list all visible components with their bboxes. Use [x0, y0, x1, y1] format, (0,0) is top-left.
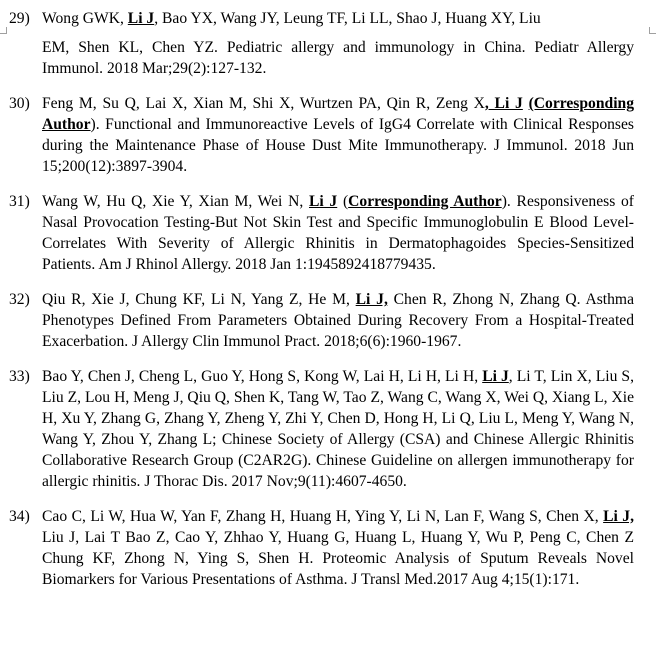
- reference-30: [9, 93, 634, 177]
- reference-number: 31): [9, 193, 30, 210]
- corresponding-author-label: Corresponding Author: [348, 193, 502, 210]
- reference-32: [9, 289, 634, 352]
- highlighted-author: Li J: [308, 193, 338, 210]
- reference-authors-start: Feng M, Su Q, Lai X, Xian M, Shi X, Wurtzen PA, Qin R, Zeng X: [42, 95, 485, 112]
- reference-authors-start: Wang W, Hu Q, Xie Y, Xian M, Wei N,: [42, 193, 309, 210]
- highlighted-author: , Li J: [484, 95, 523, 112]
- reference-authors-rest: , Bao YX, Wang JY, Leung TF, Li LL, Shao J, Huang XY, Liu: [154, 10, 541, 27]
- reference-text: EM, Shen KL, Chen YZ. Pediatric allergy and immunology in China. Pediatr Allergy Immunol. 2018 Mar;29(2):127-132.: [42, 39, 634, 77]
- reference-number: 29): [9, 10, 30, 27]
- highlighted-author: Li J,: [603, 508, 635, 525]
- reference-29: [9, 8, 634, 79]
- reference-authors-start: Bao Y, Chen J, Cheng L, Guo Y, Hong S, Kong W, Lai H, Li H, Li H,: [42, 368, 483, 385]
- reference-31: [9, 191, 634, 275]
- reference-34: [9, 506, 634, 590]
- reference-text: , Li T, Lin X, Liu S, Liu Z, Lou H, Meng J, Qiu Q, Shen K, Tang W, Tao Z, Wang C, Wang X, Wei Q, Xiang L, Xie H, Xu Y, Zhang G, Zhang Y, Zheng Y, Zhi Y, Chen D, Hong H, Li Q, Liu L, Meng Y, Wang N, Wang Y, Zhou Y, Zhang L; Chinese Society of Allergy (CSA) and Chinese Allergic Rhinitis Collaborative Research Group (C2AR2G). Chinese Guideline on allergen immunotherapy for allergic rhinitis. J Thorac Dis. 2017 Nov;9(11):4607-4650.: [42, 368, 635, 490]
- highlighted-author: Li J,: [355, 291, 388, 308]
- reference-text: Liu J, Lai T Bao Z, Cao Y, Zhhao Y, Huang G, Huang L, Huang Y, Wu P, Peng C, Chen Z Chung KF, Zhong N, Ying S, Shen H. Proteomic Analysis of Sputum Reveals Novel Biomarkers for Various Presentations of Asthma. J Transl Med.2017 Aug 4;15(1):171.: [42, 529, 634, 588]
- page-corner-mark-right: [649, 27, 656, 34]
- reference-authors-start: Qiu R, Xie J, Chung KF, Li N, Yang Z, He M,: [42, 291, 356, 308]
- reference-separator: (: [337, 193, 349, 210]
- reference-list: [9, 8, 634, 590]
- reference-text: ). Functional and Immunoreactive Levels of IgG4 Correlate with Clinical Responses during the Maintenance Phase of House Dust Mite Immunotherapy. J Immunol. 2018 Jun 15;200(12):3897-3904.: [42, 116, 634, 175]
- reference-text: Chen R, Zhong N, Zhang Q. Asthma Phenotypes Defined From Parameters Obtained During Recovery From a Hospital-Treated Exacerbation. J Allergy Clin Immunol Pract. 2018;6(6):1960-1967.: [42, 291, 634, 350]
- reference-authors-start: Cao C, Li W, Hua W, Yan F, Zhang H, Huang H, Ying Y, Li N, Lan F, Wang S, Chen X,: [42, 508, 604, 525]
- reference-authors-start: Wong GWK,: [42, 10, 128, 27]
- reference-number: 34): [9, 508, 30, 525]
- highlighted-author: Li J: [482, 368, 509, 385]
- corresponding-author-label: (Corresponding Author: [42, 95, 634, 133]
- reference-number: 30): [9, 95, 30, 112]
- reference-number: 32): [9, 291, 30, 308]
- reference-text: ). Responsiveness of Nasal Provocation Testing-But Not Skin Test and Specific Immunoglobulin E Blood Level-Correlates With Severity of Allergic Rhinitis in Dermatophagoides Species-Sensitized Patients. Am J Rhinol Allergy. 2018 Jan 1:1945892418779435.: [42, 193, 634, 273]
- reference-number: 33): [9, 368, 30, 385]
- highlighted-author: Li J: [127, 10, 155, 27]
- page-corner-mark-left: [0, 27, 7, 34]
- reference-33: [9, 366, 634, 492]
- line-gap: [42, 29, 634, 37]
